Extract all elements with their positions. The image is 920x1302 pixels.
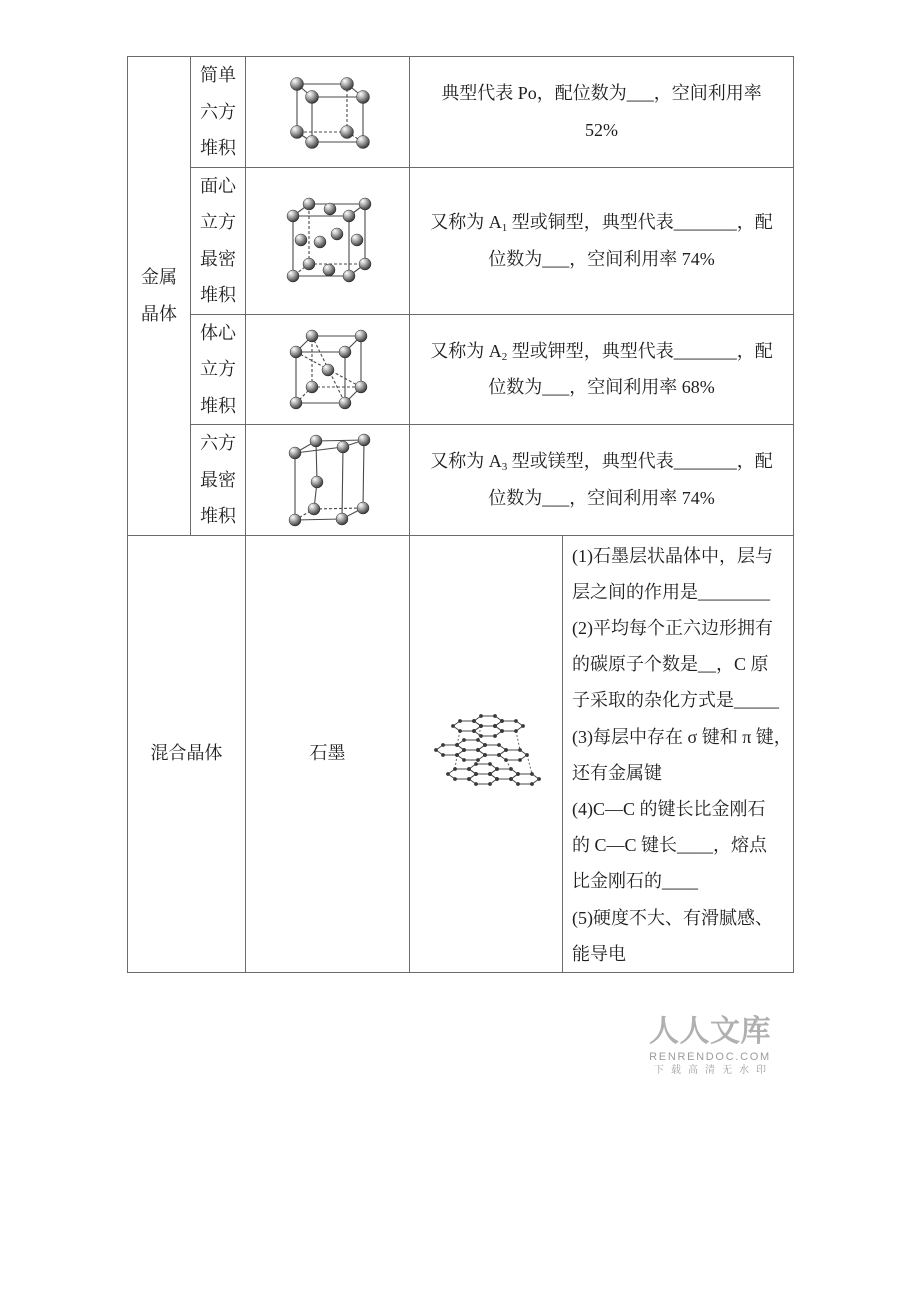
- carbon-atom: [530, 772, 534, 776]
- atom-sphere: [357, 90, 370, 103]
- description-line: [410, 443, 793, 480]
- description-text: 型或钾型，典型代表_______，配: [507, 340, 773, 361]
- description-line: 典型代表 Po，配位数为___，空间利用率: [441, 83, 762, 104]
- structure-diagram-cell: [246, 425, 410, 536]
- atom-sphere: [306, 135, 319, 148]
- carbon-atom: [441, 743, 445, 747]
- category-mixed-crystal: [128, 535, 246, 972]
- stacking-description: [410, 57, 794, 168]
- carbon-atom: [462, 748, 466, 752]
- structure-diagram-cell: [246, 167, 410, 314]
- carbon-atom: [493, 724, 497, 728]
- interlayer-dashed-line: [455, 755, 457, 769]
- stacking-name-line: 立方: [200, 212, 236, 232]
- cell-edge: [342, 447, 343, 519]
- atom-sphere: [289, 514, 301, 526]
- carbon-atom: [488, 762, 492, 766]
- atom-sphere: [314, 236, 326, 248]
- atom-sphere: [303, 258, 315, 270]
- property-line: (1)石墨层状晶体中，层与: [572, 545, 773, 566]
- atom-sphere: [306, 330, 318, 342]
- stacking-name: [191, 425, 246, 536]
- carbon-atom: [497, 753, 501, 757]
- carbon-atom: [479, 714, 483, 718]
- stacking-name-line: 体心: [200, 322, 236, 343]
- carbon-atom: [434, 748, 438, 752]
- carbon-atom: [521, 724, 525, 728]
- atom-sphere: [355, 330, 367, 342]
- carbon-atom: [467, 767, 471, 771]
- carbon-atom: [476, 738, 480, 742]
- carbon-atom: [516, 782, 520, 786]
- atom-sphere: [339, 346, 351, 358]
- cell-edge: [345, 336, 361, 403]
- description-line: [410, 204, 793, 241]
- stacking-description: [410, 425, 794, 536]
- carbon-atom: [462, 758, 466, 762]
- atom-sphere: [287, 270, 299, 282]
- carbon-atom: [458, 729, 462, 733]
- watermark-site: RENRENDOC.COM: [649, 1051, 771, 1063]
- atom-sphere: [343, 270, 355, 282]
- body-centered-cubic-diagram: [246, 315, 409, 424]
- carbon-atom: [483, 753, 487, 757]
- row-body-centered-cubic: [128, 314, 794, 425]
- carbon-atom: [509, 777, 513, 781]
- carbon-atom: [441, 753, 445, 757]
- atom-sphere: [287, 210, 299, 222]
- row-hexagonal-close-packed: [128, 425, 794, 536]
- description-text: 又称为 A: [430, 340, 502, 361]
- atom-sphere: [295, 234, 307, 246]
- atom-sphere: [357, 502, 369, 514]
- property-item: [572, 900, 793, 972]
- stacking-name: [191, 167, 246, 314]
- stacking-name-line: 六方: [200, 101, 236, 122]
- hexagonal-close-packed-diagram: [246, 426, 409, 534]
- carbon-atom: [488, 772, 492, 776]
- carbon-atom: [495, 777, 499, 781]
- carbon-atom: [518, 748, 522, 752]
- atom-sphere: [306, 90, 319, 103]
- description-line: 位数为___，空间利用率 68%: [488, 377, 715, 398]
- carbon-atom: [514, 729, 518, 733]
- carbon-atom: [455, 743, 459, 747]
- watermark-tagline: 下载高清无水印: [654, 1065, 773, 1076]
- property-item: [572, 719, 793, 791]
- atom-sphere: [290, 397, 302, 409]
- carbon-atom: [474, 762, 478, 766]
- carbon-atom: [453, 777, 457, 781]
- cell-edge: [312, 97, 363, 142]
- carbon-atom: [493, 734, 497, 738]
- edge-group: [295, 440, 364, 520]
- carbon-atom: [462, 738, 466, 742]
- description-text: 型或铜型，典型代表_______，配: [507, 212, 773, 232]
- graphite-properties: [563, 535, 794, 972]
- carbon-atom: [479, 734, 483, 738]
- carbon-atom: [483, 743, 487, 747]
- atom-sphere: [303, 198, 315, 210]
- carbon-atom: [476, 748, 480, 752]
- atom-sphere: [291, 77, 304, 90]
- graphite-layer-diagram: [410, 537, 562, 971]
- carbon-atom: [453, 767, 457, 771]
- carbon-atom: [493, 714, 497, 718]
- stacking-name-line: 六方: [200, 433, 236, 453]
- category-metal-crystal: [128, 57, 191, 536]
- atom-sphere: [357, 135, 370, 148]
- atom-sphere: [355, 381, 367, 393]
- carbon-atom: [514, 719, 518, 723]
- stacking-name: [191, 314, 246, 425]
- property-line: 的碳原子个数是__，C 原: [572, 654, 769, 675]
- crystal-types-table: [127, 56, 794, 973]
- stacking-name-line: 堆积: [200, 138, 236, 158]
- cell-edge: [296, 336, 361, 352]
- atom-sphere: [337, 441, 349, 453]
- cell-edge: [295, 440, 364, 453]
- atom-sphere: [324, 203, 336, 215]
- substance-name: [246, 535, 410, 972]
- category-line: 混合晶体: [150, 743, 223, 764]
- row-simple-stacking: [128, 57, 794, 168]
- stacking-name-line: 立方: [200, 359, 236, 379]
- graphite-hexagon-bond: [511, 774, 539, 784]
- property-line: 能导电: [572, 943, 626, 964]
- stacking-description: [410, 314, 794, 425]
- carbon-atom: [451, 724, 455, 728]
- atom-sphere: [291, 125, 304, 138]
- carbon-atom: [472, 729, 476, 733]
- stacking-name-line: 简单: [200, 65, 236, 85]
- carbon-atom: [488, 782, 492, 786]
- structure-diagram-cell: [246, 314, 410, 425]
- atom-sphere: [331, 228, 343, 240]
- description-line: 位数为___，空间利用率 74%: [488, 248, 715, 269]
- simple-stacking-cell-diagram: [246, 58, 409, 166]
- atom-sphere: [341, 77, 354, 90]
- stacking-name-line: 堆积: [200, 285, 236, 305]
- cell-edge: [363, 440, 364, 508]
- atom-sphere: [306, 381, 318, 393]
- structure-diagram-cell: [246, 57, 410, 168]
- subscript: 2: [501, 350, 508, 363]
- property-item: [572, 610, 793, 719]
- carbon-atom: [479, 724, 483, 728]
- carbon-atom: [500, 719, 504, 723]
- atom-sphere: [336, 513, 348, 525]
- carbon-atom: [509, 767, 513, 771]
- carbon-atom: [495, 767, 499, 771]
- atom-sphere: [351, 234, 363, 246]
- atom-sphere: [310, 435, 322, 447]
- description-line: 52%: [585, 119, 618, 140]
- carbon-atom: [446, 772, 450, 776]
- stacking-name-line: 最密: [200, 248, 236, 269]
- subscript: 3: [501, 461, 508, 474]
- carbon-atom: [504, 758, 508, 762]
- property-item: [572, 791, 793, 900]
- carbon-atom: [474, 782, 478, 786]
- stacking-description: [410, 167, 794, 314]
- atom-sphere: [341, 125, 354, 138]
- atom-sphere: [323, 264, 335, 276]
- atom-sphere: [290, 346, 302, 358]
- graphite-hexagon-bond: [495, 721, 523, 731]
- carbon-atom: [530, 782, 534, 786]
- carbon-atom: [497, 743, 501, 747]
- atom-sphere: [322, 364, 334, 376]
- property-line: 比金刚石的____: [572, 871, 698, 892]
- row-mixed-crystal: [128, 535, 794, 972]
- graphite-diagram-cell: [410, 535, 563, 972]
- hidden-cell-edge: [314, 508, 363, 509]
- carbon-atom: [472, 719, 476, 723]
- category-line: 晶体: [141, 303, 177, 324]
- description-line: [410, 333, 793, 370]
- carbon-atom: [476, 758, 480, 762]
- stacking-name: [191, 57, 246, 168]
- carbon-atom: [500, 729, 504, 733]
- atom-sphere: [359, 258, 371, 270]
- atom-group: [289, 434, 370, 526]
- graphite-hexagon-bond: [499, 750, 527, 760]
- description-text: 又称为 A: [430, 451, 502, 472]
- property-item: [572, 538, 793, 610]
- atom-sphere: [359, 198, 371, 210]
- property-line: 还有金属键: [572, 762, 662, 783]
- property-line: (3)每层中存在 σ 键和 π 键，: [572, 726, 792, 747]
- substance-name-line: 石墨: [309, 743, 346, 764]
- carbon-atom: [518, 758, 522, 762]
- property-line: 子采取的杂化方式是_____: [572, 690, 779, 711]
- interlayer-dashed-line: [516, 731, 520, 750]
- atom-sphere: [339, 397, 351, 409]
- stacking-name-line: 面心: [200, 175, 236, 196]
- atom-sphere: [311, 476, 323, 488]
- stacking-name-line: 堆积: [200, 395, 236, 416]
- atom-sphere: [308, 503, 320, 515]
- subscript: 1: [501, 222, 508, 234]
- property-line: (5)硬度不大、有滑腻感、: [572, 907, 773, 928]
- description-text: 又称为 A: [430, 212, 502, 232]
- carbon-atom: [537, 777, 541, 781]
- stacking-name-line: 最密: [200, 469, 236, 490]
- carbon-atom: [474, 772, 478, 776]
- cell-edge: [314, 441, 317, 509]
- atom-sphere: [289, 447, 301, 459]
- description-text: 型或镁型，典型代表_______，配: [507, 451, 773, 472]
- category-line: 金属: [141, 267, 177, 288]
- face-centered-cubic-diagram: [246, 169, 409, 313]
- carbon-atom: [467, 777, 471, 781]
- watermark-logo-text: 人人文库: [649, 1015, 771, 1048]
- interlayer-dashed-line: [527, 755, 532, 774]
- atom-sphere: [358, 434, 370, 446]
- property-line: 的 C—C 键长____，熔点: [572, 835, 768, 856]
- property-line: (4)C—C 的键长比金刚石: [572, 798, 766, 819]
- carbon-atom: [525, 753, 529, 757]
- property-line: 层之间的作用是________: [572, 581, 770, 602]
- atom-sphere: [343, 210, 355, 222]
- stacking-name-line: 堆积: [200, 506, 236, 526]
- carbon-atom: [455, 753, 459, 757]
- carbon-atom: [458, 719, 462, 723]
- description-line: 位数为___，空间利用率 74%: [488, 487, 715, 508]
- property-line: (2)平均每个正六边形拥有: [572, 617, 773, 638]
- carbon-atom: [504, 748, 508, 752]
- watermark-logo: [640, 1014, 780, 1078]
- carbon-atom: [516, 772, 520, 776]
- row-face-centered-cubic: [128, 167, 794, 314]
